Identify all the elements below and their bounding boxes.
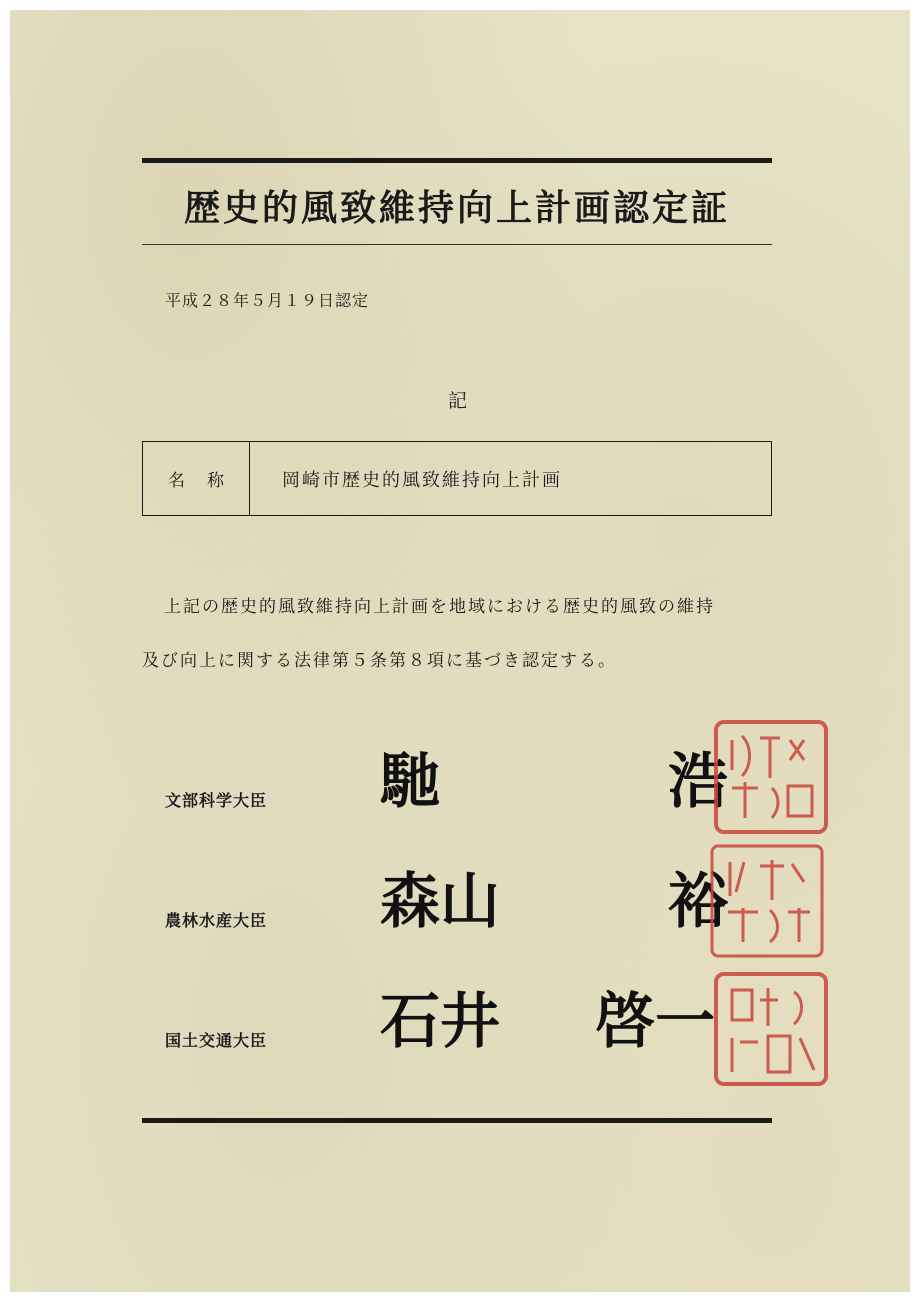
title-underline (142, 244, 772, 245)
official-seal-education (712, 718, 830, 836)
statement-line-1: 上記の歴史的風致維持向上計画を地域における歴史的風致の維持 (164, 597, 715, 617)
signature-family-land: 石井 (380, 987, 500, 1057)
ki-heading: 記 (448, 390, 468, 412)
signature-given-land: 啓一 (595, 987, 715, 1057)
top-double-rule (142, 158, 772, 163)
official-seal-agriculture (708, 842, 826, 960)
official-seal-land (712, 970, 830, 1088)
minister-title-agriculture: 農林水産大臣 (165, 911, 268, 930)
bottom-double-rule (142, 1118, 772, 1123)
plan-name-table (142, 441, 772, 516)
signature-family-education: 馳 (380, 747, 440, 817)
plan-name-value: 岡崎市歴史的風致維持向上計画 (282, 469, 562, 491)
signature-family-agriculture: 森山 (380, 867, 500, 937)
name-label: 名称 (143, 442, 250, 515)
statement-line-2: 及び向上に関する法律第５条第８項に基づき認定する。 (142, 651, 617, 671)
certification-statement (142, 580, 774, 688)
signature-given-agriculture: 裕 (668, 867, 728, 937)
minister-title-education: 文部科学大臣 (165, 791, 268, 810)
certification-date: 平成２８年５月１９日認定 (165, 291, 370, 310)
certificate-title: 歴史的風致維持向上計画認定証 (183, 187, 730, 229)
signature-given-education: 浩 (668, 747, 728, 817)
minister-title-land: 国土交通大臣 (165, 1031, 268, 1050)
